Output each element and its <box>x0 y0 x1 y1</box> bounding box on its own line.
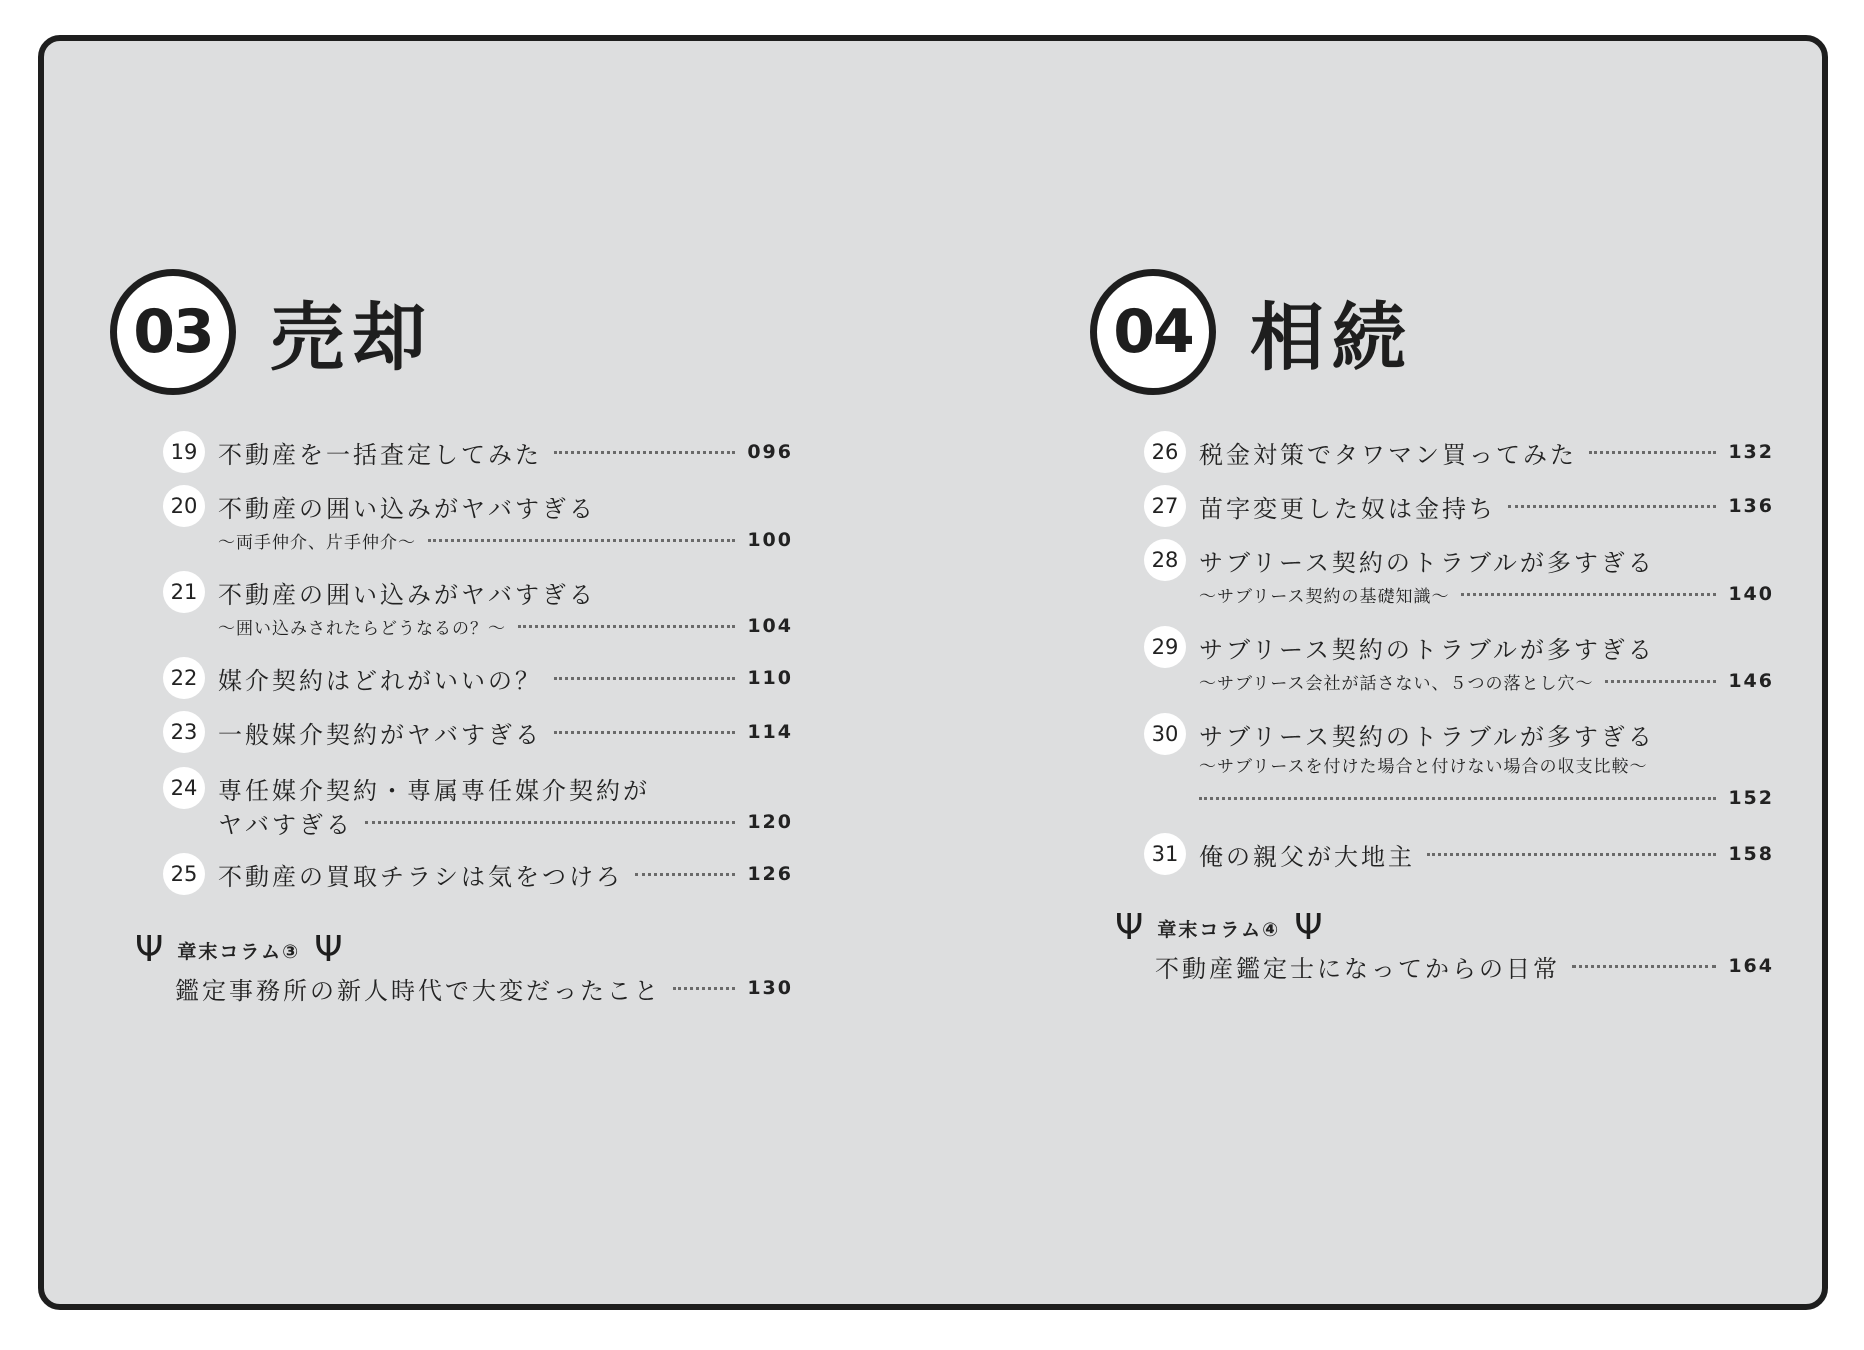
column-header <box>1115 906 1323 950</box>
entry-subtitle: 〜サブリースを付けた場合と付けない場合の収支比較〜 <box>1199 756 1648 777</box>
dot-leader <box>1461 593 1716 596</box>
entry-number: 24 <box>163 767 205 809</box>
dot-leader <box>1605 680 1716 683</box>
trident-icon: Ψ <box>135 929 164 970</box>
entry-number: 26 <box>1144 431 1186 473</box>
dot-leader <box>554 451 735 454</box>
entry-title: サブリース契約のトラブルが多すぎる <box>1199 722 1655 751</box>
entry-title: サブリース契約のトラブルが多すぎる <box>1199 548 1655 577</box>
entry-title: 一般媒介契約がヤバすぎる <box>218 720 542 749</box>
entry-title: 俺の親父が大地主 <box>1199 842 1415 871</box>
entry-title: 不動産の囲い込みがヤバすぎる <box>218 494 596 523</box>
entry-title: 不動産の囲い込みがヤバすぎる <box>218 580 596 609</box>
entry-number: 23 <box>163 711 205 753</box>
toc-entry[interactable] <box>218 715 793 749</box>
chapter-number-badge: 04 <box>1090 269 1216 395</box>
dot-leader <box>554 677 735 680</box>
dot-leader <box>1199 797 1716 800</box>
entry-title: 不動産の買取チラシは気をつけろ <box>218 862 623 891</box>
trident-icon: Ψ <box>314 929 343 970</box>
entry-number: 30 <box>1144 713 1186 755</box>
page-number: 096 <box>747 441 793 463</box>
entry-number: 22 <box>163 657 205 699</box>
toc-entry[interactable] <box>1199 543 1774 577</box>
trident-icon: Ψ <box>1115 907 1144 948</box>
column-title: 不動産鑑定士になってからの日常 <box>1155 954 1560 983</box>
column-header <box>135 928 343 972</box>
toc-entry[interactable] <box>218 575 793 609</box>
dot-leader <box>635 873 735 876</box>
toc-entry[interactable] <box>218 435 793 469</box>
entry-number: 29 <box>1144 626 1186 668</box>
entry-subtitle: 〜両手仲介、片手仲介〜 <box>218 532 416 553</box>
entry-title: 媒介契約はどれがいいの？ <box>218 666 542 695</box>
entry-number: 20 <box>163 485 205 527</box>
entry-subtitle: 〜サブリース会社が話さない、５つの落とし穴〜 <box>1199 673 1594 694</box>
toc-entry[interactable] <box>1199 630 1774 664</box>
entry-number: 31 <box>1144 833 1186 875</box>
toc-entry[interactable] <box>1199 435 1774 469</box>
entry-title: 苗字変更した奴は金持ち <box>1199 494 1496 523</box>
toc-entry[interactable] <box>218 857 793 891</box>
page-number: 104 <box>747 615 793 637</box>
toc-entry-pageline <box>1199 781 1774 815</box>
page-number: 132 <box>1728 441 1774 463</box>
dot-leader <box>1508 505 1716 508</box>
column-title: 鑑定事務所の新人時代で大変だったこと <box>175 976 661 1005</box>
toc-entry-subline <box>218 805 793 839</box>
entry-title: サブリース契約のトラブルが多すぎる <box>1199 635 1655 664</box>
chapter-header <box>110 269 434 395</box>
column-label: 章末コラム④ <box>1157 918 1281 941</box>
dot-leader <box>673 987 735 990</box>
entry-subtitle: 〜囲い込みされたらどうなるの？〜 <box>218 618 506 639</box>
entry-title-continued: ヤバすぎる <box>218 810 353 839</box>
dot-leader <box>428 539 735 542</box>
page-number: 126 <box>747 863 793 885</box>
toc-entry-subline <box>218 609 793 643</box>
entry-number: 28 <box>1144 539 1186 581</box>
dot-leader <box>1589 451 1716 454</box>
toc-entry-subline <box>1199 577 1774 611</box>
column-label: 章末コラム③ <box>177 940 301 963</box>
toc-entry-subline <box>218 523 793 557</box>
column-entry[interactable] <box>1155 949 1774 983</box>
toc-entry[interactable] <box>218 661 793 695</box>
toc-entry-subline <box>1199 664 1774 698</box>
page-number: 114 <box>747 721 793 743</box>
page-number: 120 <box>747 811 793 833</box>
chapter-title: 売却 <box>270 295 434 381</box>
toc-entry[interactable] <box>1199 489 1774 523</box>
page-number: 152 <box>1728 787 1774 809</box>
dot-leader <box>1427 853 1716 856</box>
chapter-title: 相続 <box>1250 295 1414 381</box>
page-number: 136 <box>1728 495 1774 517</box>
page-number: 140 <box>1728 583 1774 605</box>
entry-number: 19 <box>163 431 205 473</box>
entry-number: 21 <box>163 571 205 613</box>
entry-title: 専任媒介契約・専属専任媒介契約が <box>218 776 650 805</box>
page-number: 100 <box>747 529 793 551</box>
entry-title: 不動産を一括査定してみた <box>218 440 542 469</box>
entry-title: 税金対策でタワマン買ってみた <box>1199 440 1577 469</box>
toc-entry[interactable] <box>1199 717 1774 751</box>
chapter-header <box>1090 269 1414 395</box>
dot-leader <box>554 731 735 734</box>
page-number: 110 <box>747 667 793 689</box>
dot-leader <box>1572 965 1716 968</box>
page-number: 164 <box>1728 955 1774 977</box>
entry-number: 25 <box>163 853 205 895</box>
trident-icon: Ψ <box>1294 907 1323 948</box>
entry-number: 27 <box>1144 485 1186 527</box>
toc-entry[interactable] <box>1199 837 1774 871</box>
page-number: 146 <box>1728 670 1774 692</box>
toc-entry[interactable] <box>218 771 793 805</box>
dot-leader <box>365 821 735 824</box>
page-number: 130 <box>747 977 793 999</box>
chapter-number-badge: 03 <box>110 269 236 395</box>
dot-leader <box>518 625 735 628</box>
toc-entry[interactable] <box>218 489 793 523</box>
entry-subtitle: 〜サブリース契約の基礎知識〜 <box>1199 586 1450 607</box>
column-entry[interactable] <box>175 971 793 1005</box>
toc-entry-subline <box>1199 747 1774 781</box>
page-number: 158 <box>1728 843 1774 865</box>
